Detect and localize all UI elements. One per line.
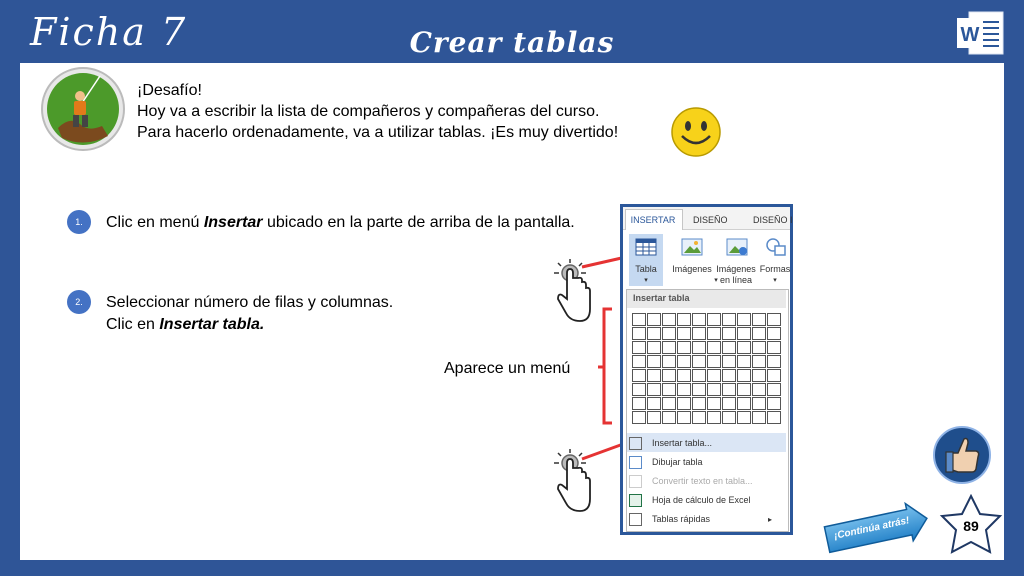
grid-cell[interactable] bbox=[662, 355, 676, 368]
grid-cell[interactable] bbox=[662, 327, 676, 340]
grid-cell[interactable] bbox=[722, 355, 736, 368]
pointer-hand-icon bbox=[550, 447, 598, 515]
grid-cell[interactable] bbox=[737, 355, 751, 368]
menu-dibujar-tabla[interactable]: Dibujar tabla bbox=[629, 453, 703, 471]
grid-cell[interactable] bbox=[662, 313, 676, 326]
grid-cell[interactable] bbox=[737, 411, 751, 424]
thumbs-up-icon bbox=[932, 425, 992, 485]
grid-cell[interactable] bbox=[692, 383, 706, 396]
menu-convertir-texto[interactable]: Convertir texto en tabla... bbox=[629, 472, 753, 490]
svg-text:W: W bbox=[960, 24, 980, 46]
ribbon-imagenes-en-linea-button[interactable]: Imágenes en línea bbox=[716, 264, 756, 285]
ribbon-tabla-button[interactable]: Tabla bbox=[635, 264, 657, 274]
grid-cell[interactable] bbox=[767, 383, 781, 396]
ribbon-formas-button[interactable]: Formas bbox=[759, 264, 791, 274]
grid-cell[interactable] bbox=[722, 383, 736, 396]
grid-cell[interactable] bbox=[677, 369, 691, 382]
grid-cell[interactable] bbox=[647, 355, 661, 368]
grid-cell[interactable] bbox=[677, 411, 691, 424]
grid-cell[interactable] bbox=[707, 355, 721, 368]
grid-cell[interactable] bbox=[677, 383, 691, 396]
step-1-number: 1. bbox=[67, 210, 91, 234]
step-2-line-2: Clic en Insertar tabla. bbox=[106, 316, 265, 333]
grid-cell[interactable] bbox=[767, 355, 781, 368]
menu-tablas-rapidas[interactable]: Tablas rápidas ▸ bbox=[629, 510, 772, 528]
grid-cell[interactable] bbox=[737, 313, 751, 326]
grid-cell[interactable] bbox=[707, 327, 721, 340]
grid-cell[interactable] bbox=[692, 369, 706, 382]
grid-cell[interactable] bbox=[692, 313, 706, 326]
step-1-text: Clic en menú Insertar ubicado en la parte de arriba de la pantalla. bbox=[106, 214, 575, 231]
pointer-hand-icon bbox=[550, 257, 598, 325]
intro-line-3: Para hacerlo ordenadamente, va a utilizar tablas. ¡Es muy divertido! bbox=[137, 124, 619, 141]
grid-cell[interactable] bbox=[752, 383, 766, 396]
chevron-down-icon: ▾ bbox=[773, 277, 777, 284]
grid-cell[interactable] bbox=[722, 397, 736, 410]
grid-cell[interactable] bbox=[707, 369, 721, 382]
page-number: 89 bbox=[963, 518, 979, 534]
grid-cell[interactable] bbox=[752, 313, 766, 326]
climber-icon bbox=[40, 66, 126, 152]
grid-cell[interactable] bbox=[737, 341, 751, 354]
intro-challenge: ¡Desafío! bbox=[137, 82, 202, 99]
grid-cell[interactable] bbox=[752, 341, 766, 354]
grid-cell[interactable] bbox=[707, 383, 721, 396]
grid-cell[interactable] bbox=[632, 327, 646, 340]
grid-cell[interactable] bbox=[767, 341, 781, 354]
grid-cell[interactable] bbox=[632, 397, 646, 410]
grid-cell[interactable] bbox=[752, 355, 766, 368]
grid-cell[interactable] bbox=[677, 341, 691, 354]
step-2-number: 2. bbox=[67, 290, 91, 314]
grid-cell[interactable] bbox=[767, 369, 781, 382]
grid-cell[interactable] bbox=[647, 383, 661, 396]
grid-cell[interactable] bbox=[632, 383, 646, 396]
grid-cell[interactable] bbox=[767, 313, 781, 326]
grid-cell[interactable] bbox=[632, 369, 646, 382]
grid-cell[interactable] bbox=[647, 327, 661, 340]
word-insert-menu-screenshot bbox=[620, 204, 793, 535]
ficha-title: Ficha 7 bbox=[30, 10, 188, 54]
grid-cell[interactable] bbox=[707, 397, 721, 410]
shapes-icon bbox=[765, 238, 787, 261]
grid-cell[interactable] bbox=[632, 411, 646, 424]
table-icon bbox=[635, 238, 657, 261]
grid-cell[interactable] bbox=[677, 355, 691, 368]
grid-cell[interactable] bbox=[662, 341, 676, 354]
grid-cell[interactable] bbox=[647, 341, 661, 354]
grid-cell[interactable] bbox=[752, 397, 766, 410]
grid-cell[interactable] bbox=[692, 397, 706, 410]
grid-cell[interactable] bbox=[707, 341, 721, 354]
grid-cell[interactable] bbox=[677, 397, 691, 410]
grid-cell[interactable] bbox=[677, 313, 691, 326]
grid-cell[interactable] bbox=[632, 341, 646, 354]
grid-cell[interactable] bbox=[677, 327, 691, 340]
images-icon bbox=[681, 238, 703, 261]
step-2-line-1: Seleccionar número de filas y columnas. bbox=[106, 294, 394, 311]
grid-cell[interactable] bbox=[647, 369, 661, 382]
grid-cell[interactable] bbox=[692, 355, 706, 368]
grid-cell[interactable] bbox=[737, 383, 751, 396]
page-title: Crear tablas bbox=[409, 26, 615, 59]
grid-cell[interactable] bbox=[722, 369, 736, 382]
grid-cell[interactable] bbox=[737, 327, 751, 340]
menu-hoja-excel[interactable]: Hoja de cálculo de Excel bbox=[629, 491, 751, 509]
chevron-down-icon: ▾ bbox=[714, 277, 718, 284]
online-images-icon bbox=[726, 238, 748, 261]
ribbon-imagenes-button[interactable]: Imágenes bbox=[672, 264, 712, 274]
word-logo-icon bbox=[955, 10, 1005, 56]
grid-cell[interactable] bbox=[662, 383, 676, 396]
grid-cell[interactable] bbox=[752, 411, 766, 424]
grid-cell[interactable] bbox=[692, 327, 706, 340]
grid-cell[interactable] bbox=[692, 411, 706, 424]
dropdown-header: Insertar tabla bbox=[633, 293, 690, 303]
chevron-right-icon: ▸ bbox=[768, 514, 773, 524]
grid-cell[interactable] bbox=[647, 313, 661, 326]
page-number-badge bbox=[938, 494, 1004, 560]
grid-cell[interactable] bbox=[707, 313, 721, 326]
grid-cell[interactable] bbox=[722, 327, 736, 340]
grid-cell[interactable] bbox=[632, 313, 646, 326]
intro-line-2: Hoy va a escribir la lista de compañeros y compañeras del curso. bbox=[137, 103, 600, 120]
grid-cell[interactable] bbox=[662, 411, 676, 424]
grid-cell[interactable] bbox=[767, 397, 781, 410]
convert-icon bbox=[629, 475, 642, 488]
smiley-icon bbox=[670, 106, 722, 158]
grid-cell[interactable] bbox=[752, 327, 766, 340]
continue-label: ¡Continúa atrás! bbox=[833, 515, 911, 542]
tab-diseno[interactable]: DISEÑO bbox=[693, 215, 728, 225]
grid-cell[interactable] bbox=[722, 313, 736, 326]
grid-cell[interactable] bbox=[752, 369, 766, 382]
table-icon bbox=[629, 437, 642, 450]
chevron-down-icon: ▾ bbox=[644, 277, 648, 284]
excel-icon bbox=[629, 494, 642, 507]
grid-cell[interactable] bbox=[662, 397, 676, 410]
pencil-icon bbox=[629, 456, 642, 469]
tab-diseno-2[interactable]: DISEÑO I bbox=[753, 215, 793, 225]
grid-cell[interactable] bbox=[767, 327, 781, 340]
aparece-label: Aparece un menú bbox=[444, 360, 571, 377]
grid-cell[interactable] bbox=[767, 411, 781, 424]
grid-cell[interactable] bbox=[737, 397, 751, 410]
grid-cell[interactable] bbox=[737, 369, 751, 382]
grid-cell[interactable] bbox=[662, 369, 676, 382]
grid-cell[interactable] bbox=[722, 411, 736, 424]
menu-insertar-tabla[interactable]: Insertar tabla... bbox=[629, 434, 712, 452]
tab-insertar[interactable]: INSERTAR bbox=[630, 215, 676, 225]
grid-cell[interactable] bbox=[647, 397, 661, 410]
grid-cell[interactable] bbox=[632, 355, 646, 368]
grid-cell[interactable] bbox=[647, 411, 661, 424]
grid-cell[interactable] bbox=[692, 341, 706, 354]
quick-tables-icon bbox=[629, 513, 642, 526]
grid-cell[interactable] bbox=[722, 341, 736, 354]
grid-cell[interactable] bbox=[707, 411, 721, 424]
